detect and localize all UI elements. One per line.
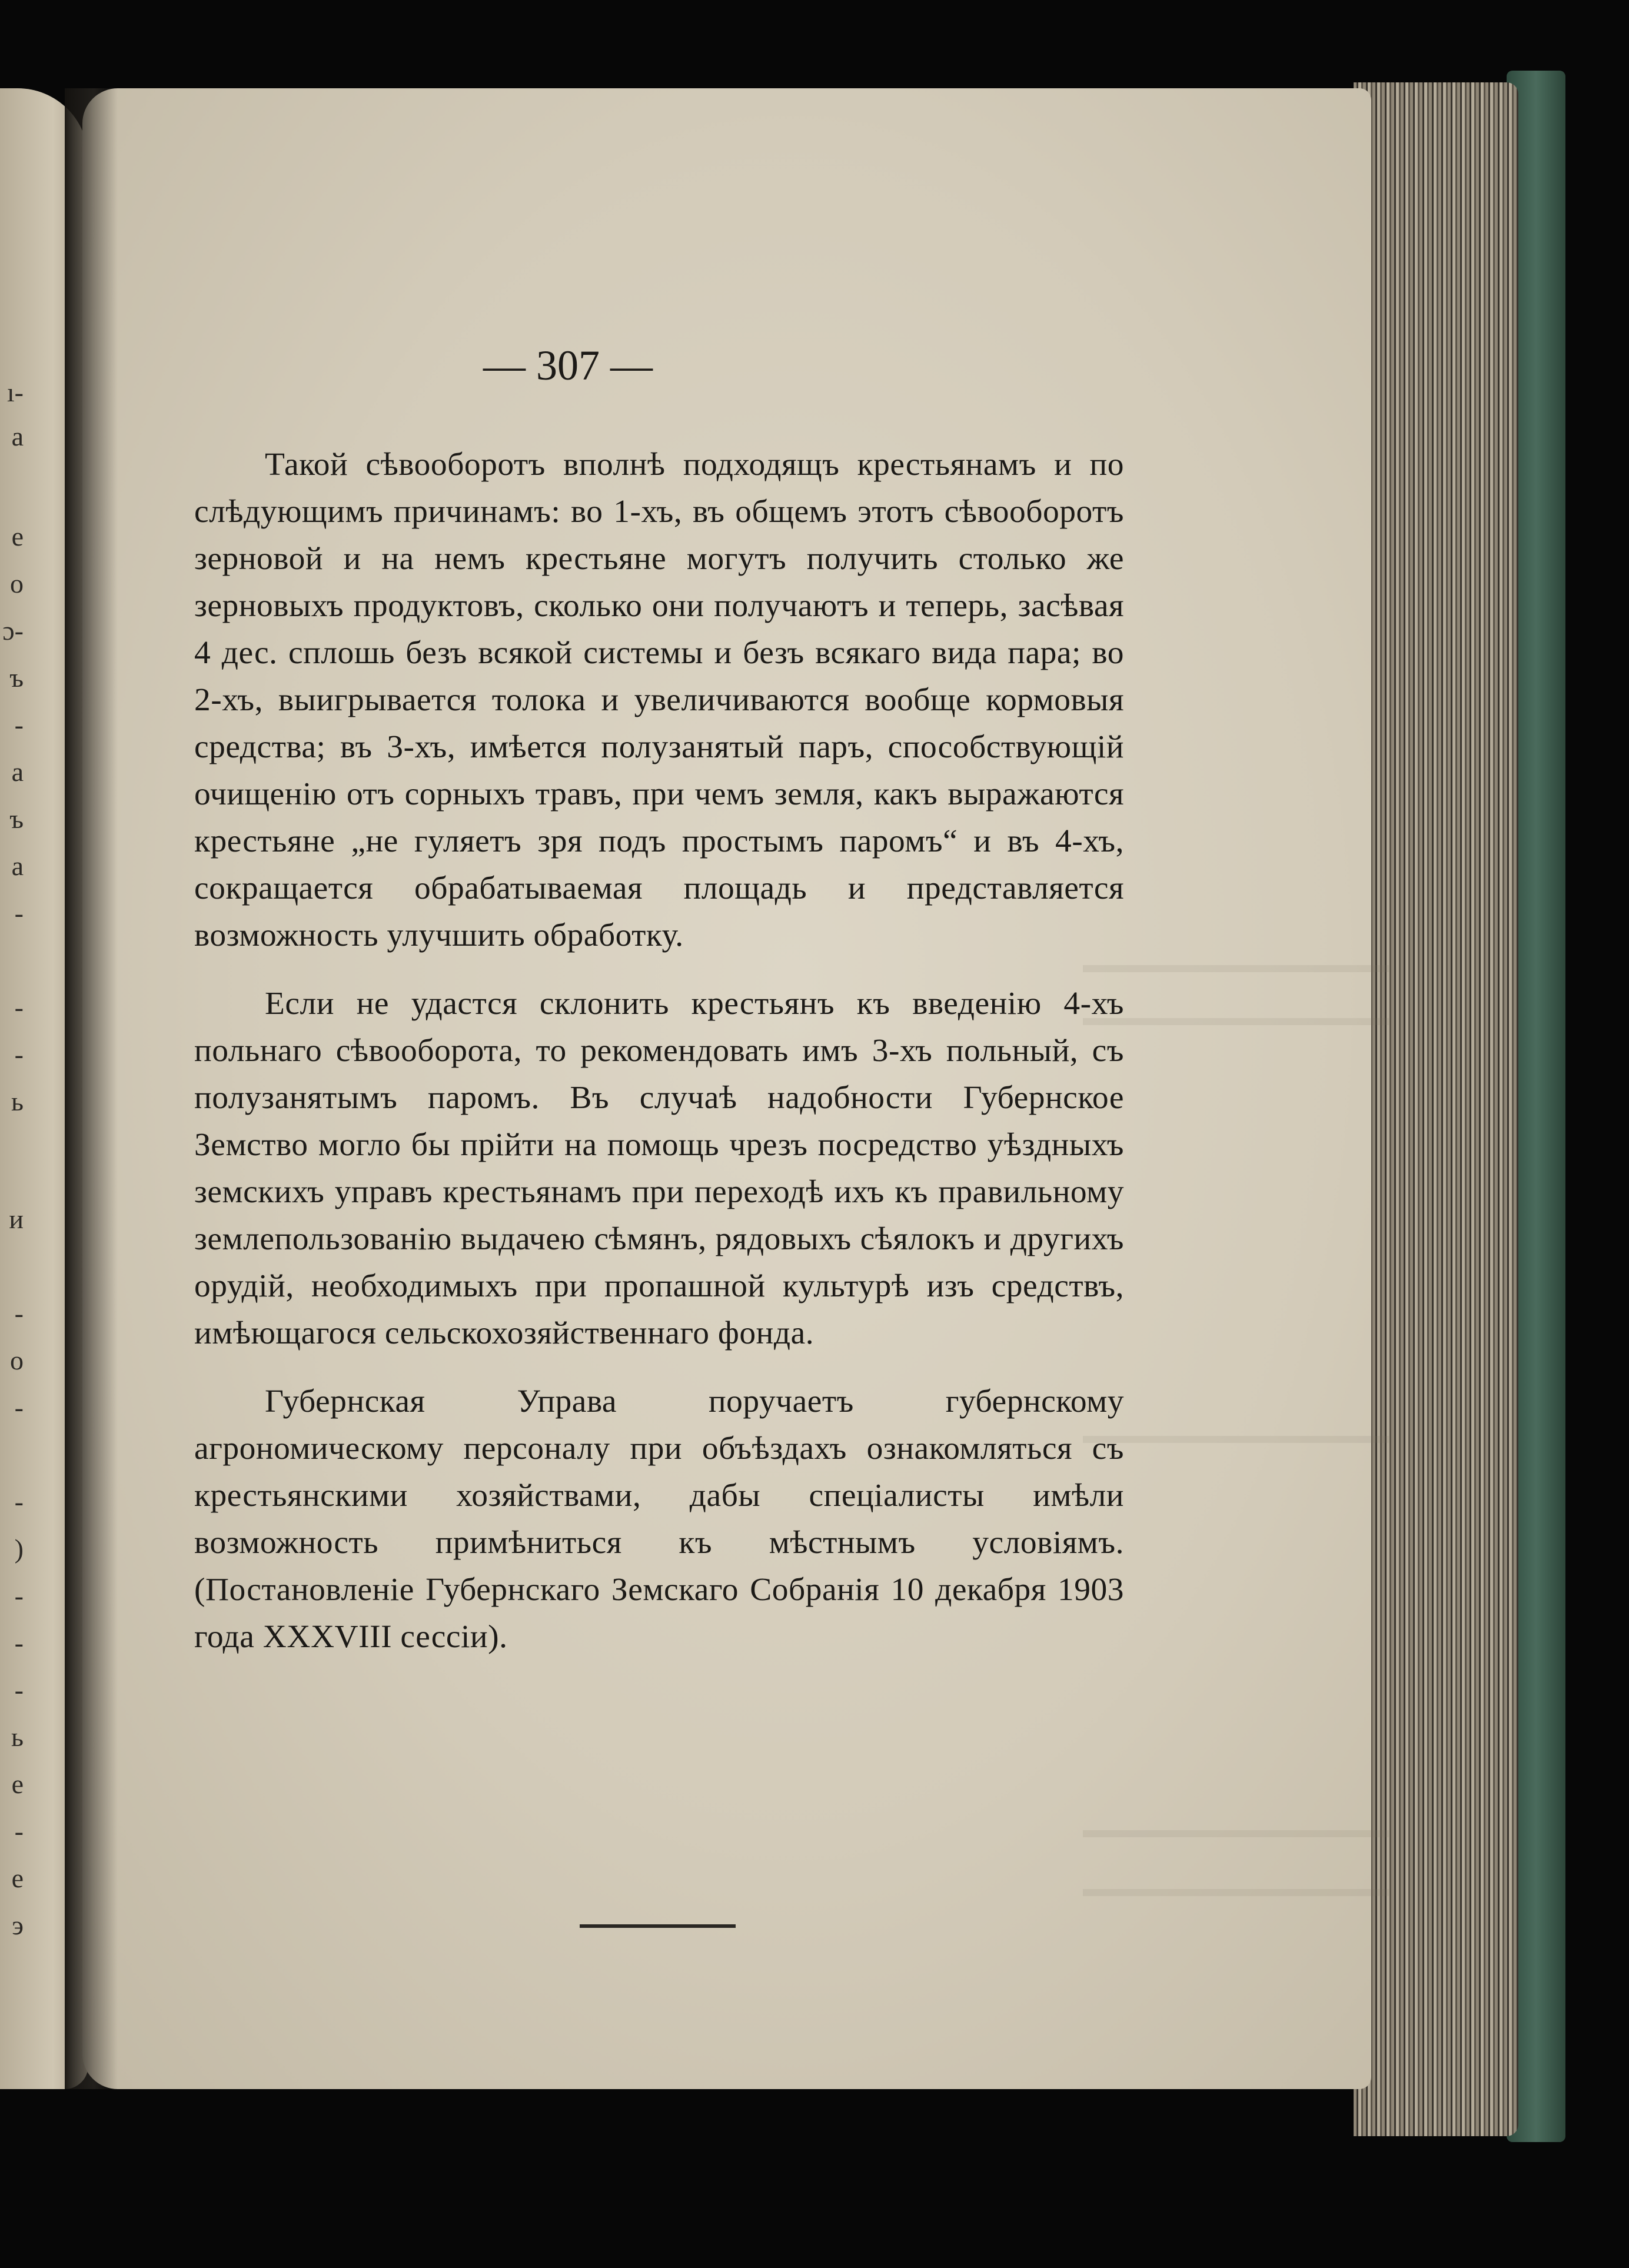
left-fragment: a <box>11 421 24 451</box>
section-divider <box>580 1924 736 1928</box>
left-fragment: ъ <box>9 804 24 834</box>
bleed-through-mark <box>1083 1018 1389 1025</box>
paragraph: Такой сѣвооборотъ вполнѣ подходящъ крестьянамъ и по слѣдующимъ причинамъ: во 1-хъ, въ общемъ этотъ сѣвооборотъ зерновой и на немъ крестьяне могутъ получить столько же зерновыхъ продуктовъ, сколько они получаютъ и теперь, засѣвая 4 дес. сплошь безъ всякой системы и безъ всякаго вида пара; во 2-хъ, выигрывается толока и увеличиваются вообще кормовыя средства; въ 3-хъ, имѣется полузанятый паръ, способствующій очищенію отъ сорныхъ травъ, при чемъ земля, какъ выражаются крестьяне „не гуляетъ зря подъ простымъ паромъ“ и въ 4-хъ, сокращается обрабатываемая площадь и представляется возможность улучшить обработку. <box>194 447 1124 953</box>
left-fragment: - <box>14 1816 24 1846</box>
left-fragment: - <box>14 898 24 928</box>
paragraph: Губернская Управа поручаетъ губернскому агрономическому персоналу при объѣздахъ ознакомляться съ крестьянскими хозяйствами, дабы спеціалисты имѣли возможность примѣниться къ мѣстнымъ условіямъ. (Постановленіе Губернскаго Земскаго Собранія 10 декабря 1903 года XXXVIII сессіи). <box>194 1384 1124 1655</box>
body-text <box>194 441 1124 1682</box>
bleed-through-mark <box>1083 965 1389 972</box>
left-fragment: o <box>10 1345 24 1375</box>
left-fragment: ъ <box>9 663 24 693</box>
paragraph: Если не удастся склонить крестьянъ къ введенію 4-хъ польнаго сѣвооборота, то рекомендовать имъ 3-хъ польный, съ полузанятымъ паромъ. Въ случаѣ надобности Губернское Земство могло бы прійти на помощь чрезъ посредство уѣздныхъ земскихъ управъ крестьянамъ при переходѣ ихъ къ правильному землепользованію выдачею сѣмянъ, рядовыхъ сѣялокъ и другихъ орудій, необходимыхъ при пропашной культурѣ изъ средствъ, имѣющагося сельскохозяйственнаго фонда. <box>194 986 1124 1351</box>
left-fragment: a <box>11 757 24 787</box>
left-fragment: e <box>11 1863 24 1893</box>
left-fragment: и <box>9 1204 24 1234</box>
bleed-through-mark <box>1083 1889 1389 1896</box>
left-fragment: - <box>14 1392 24 1422</box>
left-fragment: - <box>14 1675 24 1705</box>
left-fragment: - <box>14 1039 24 1069</box>
left-fragment: - <box>14 1298 24 1328</box>
left-fragment: ɔ- <box>2 616 24 646</box>
left-fragment: a <box>11 851 24 881</box>
left-fragment: ) <box>14 1534 24 1564</box>
page-edges <box>1354 82 1518 2136</box>
left-fragment: ı- <box>6 377 24 407</box>
left-fragment: - <box>14 992 24 1022</box>
book-gutter-shadow <box>65 88 118 2089</box>
bleed-through-mark <box>1083 1830 1389 1837</box>
left-fragment: - <box>14 1628 24 1658</box>
bleed-through-mark <box>1083 1436 1389 1443</box>
left-fragment: - <box>14 710 24 740</box>
page-number: — 307 — <box>483 342 653 389</box>
left-fragment: e <box>11 521 24 551</box>
left-fragment: - <box>14 1486 24 1517</box>
left-fragment: ь <box>11 1086 24 1116</box>
left-fragment: э <box>12 1910 24 1940</box>
left-fragment: e <box>11 1769 24 1799</box>
main-page <box>82 88 1371 2089</box>
left-fragment: ь <box>11 1722 24 1752</box>
left-fragment: - <box>14 1581 24 1611</box>
left-fragment: o <box>10 568 24 598</box>
